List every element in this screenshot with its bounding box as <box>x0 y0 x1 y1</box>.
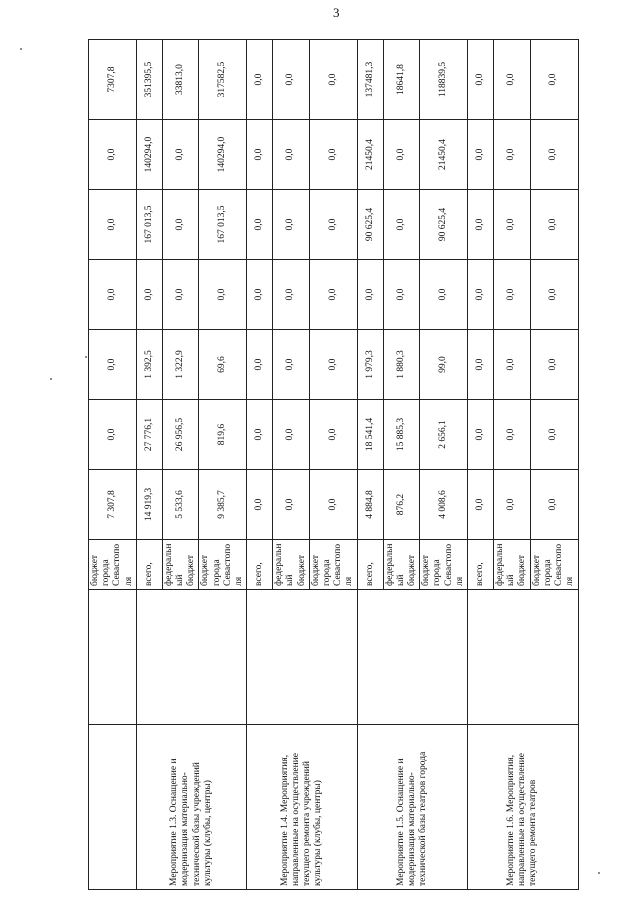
value-cell: 9 385,7 <box>199 470 247 540</box>
value-cell: 137481,3 <box>357 40 383 120</box>
value-cell: 5 533,6 <box>162 470 199 540</box>
blank-cell <box>357 590 467 725</box>
value-cell: 0,0 <box>247 330 273 400</box>
funding-source-cell: всего, <box>468 540 494 590</box>
value-cell: 15 885,3 <box>383 400 420 470</box>
blank-cell <box>247 590 357 725</box>
value-cell: 0,0 <box>309 120 357 190</box>
value-cell: 69,6 <box>199 330 247 400</box>
value-cell: 0,0 <box>162 120 199 190</box>
blank-cell <box>468 590 578 725</box>
value-cell: 21450,4 <box>357 120 383 190</box>
table-row <box>247 40 273 890</box>
funding-source-cell: бюджет города Севастополя <box>89 540 137 590</box>
value-cell: 0,0 <box>273 190 310 260</box>
value-cell: 0,0 <box>494 190 531 260</box>
value-cell: 27 776,1 <box>136 400 162 470</box>
funding-source-cell: бюджет города Севастополя <box>420 540 468 590</box>
value-cell: 819,6 <box>199 400 247 470</box>
scan-speck <box>20 48 22 50</box>
funding-source-cell: бюджет города Севастополя <box>199 540 247 590</box>
value-cell: 0,0 <box>273 120 310 190</box>
value-cell: 0,0 <box>309 260 357 330</box>
value-cell: 0,0 <box>530 190 578 260</box>
value-cell: 0,0 <box>530 330 578 400</box>
value-cell: 118839,5 <box>420 40 468 120</box>
measure-cell: Мероприятие 1.4. Мероприятия, направленные на осуществление текущего ремонта учреждений культуры (клубы, центры) <box>247 725 357 890</box>
value-cell: 2 656,1 <box>420 400 468 470</box>
value-cell: 140294,0 <box>199 120 247 190</box>
value-cell: 4 008,6 <box>420 470 468 540</box>
value-cell: 0,0 <box>247 470 273 540</box>
value-cell: 0,0 <box>357 260 383 330</box>
value-cell: 0,0 <box>309 190 357 260</box>
value-cell: 0,0 <box>247 190 273 260</box>
value-cell: 317582,5 <box>199 40 247 120</box>
measure-cell: Мероприятие 1.6. Мероприятия, направленные на осуществление текущего ремонта театров <box>468 725 578 890</box>
value-cell: 1 880,3 <box>383 330 420 400</box>
value-cell: 0,0 <box>468 400 494 470</box>
value-cell: 1 392,5 <box>136 330 162 400</box>
table-body <box>89 40 579 890</box>
funding-source-cell: федеральный бюджет <box>273 540 310 590</box>
funding-source-cell: всего, <box>247 540 273 590</box>
value-cell: 351395,5 <box>136 40 162 120</box>
value-cell: 0,0 <box>199 260 247 330</box>
value-cell: 0,0 <box>162 260 199 330</box>
funding-source-cell: федеральный бюджет <box>383 540 420 590</box>
value-cell: 0,0 <box>383 120 420 190</box>
value-cell: 0,0 <box>273 40 310 120</box>
measure-cell <box>89 725 137 890</box>
table-row <box>357 40 383 890</box>
funding-source-cell: федеральный бюджет <box>162 540 199 590</box>
value-cell: 0,0 <box>273 470 310 540</box>
funding-source-cell: всего, <box>357 540 383 590</box>
value-cell: 0,0 <box>309 400 357 470</box>
value-cell: 0,0 <box>468 260 494 330</box>
table-row <box>468 40 494 890</box>
value-cell: 21450,4 <box>420 120 468 190</box>
budget-table <box>88 39 579 890</box>
value-cell: 90 625,4 <box>420 190 468 260</box>
value-cell: 167 013,5 <box>136 190 162 260</box>
value-cell: 0,0 <box>247 120 273 190</box>
value-cell: 0,0 <box>530 40 578 120</box>
value-cell: 167 013,5 <box>199 190 247 260</box>
value-cell: 0,0 <box>309 470 357 540</box>
value-cell: 0,0 <box>494 330 531 400</box>
value-cell: 0,0 <box>89 330 137 400</box>
value-cell: 0,0 <box>247 260 273 330</box>
value-cell: 0,0 <box>468 40 494 120</box>
value-cell: 0,0 <box>530 260 578 330</box>
value-cell: 0,0 <box>530 470 578 540</box>
measure-cell: Мероприятие 1.3. Оснащение и модернизация материально-технической базы учреждений культуры (клубы, центры) <box>136 725 246 890</box>
value-cell: 0,0 <box>273 400 310 470</box>
value-cell: 0,0 <box>530 400 578 470</box>
value-cell: 0,0 <box>89 400 137 470</box>
value-cell: 0,0 <box>247 40 273 120</box>
page-number: 3 <box>333 5 340 20</box>
table-row <box>89 40 137 890</box>
funding-source-cell: федеральный бюджет <box>494 540 531 590</box>
value-cell: 0,0 <box>494 400 531 470</box>
blank-cell <box>136 590 246 725</box>
funding-source-cell: всего, <box>136 540 162 590</box>
value-cell: 140294,0 <box>136 120 162 190</box>
value-cell: 0,0 <box>530 120 578 190</box>
value-cell: 18 541,4 <box>357 400 383 470</box>
value-cell: 0,0 <box>162 190 199 260</box>
value-cell: 0,0 <box>494 260 531 330</box>
value-cell: 0,0 <box>309 330 357 400</box>
value-cell: 99,0 <box>420 330 468 400</box>
value-cell: 876,2 <box>383 470 420 540</box>
scan-speck <box>598 872 600 874</box>
value-cell: 0,0 <box>273 330 310 400</box>
value-cell: 0,0 <box>383 260 420 330</box>
scan-speck <box>50 378 52 380</box>
value-cell: 0,0 <box>494 470 531 540</box>
funding-source-cell: бюджет города Севастополя <box>530 540 578 590</box>
value-cell: 0,0 <box>468 330 494 400</box>
value-cell: 1 979,3 <box>357 330 383 400</box>
value-cell: 0,0 <box>383 190 420 260</box>
value-cell: 7 307,8 <box>89 470 137 540</box>
table-row <box>136 40 162 890</box>
value-cell: 0,0 <box>89 190 137 260</box>
blank-cell <box>89 590 137 725</box>
value-cell: 4 884,8 <box>357 470 383 540</box>
measure-cell: Мероприятие 1.5. Оснащение и модернизация материально-технической базы театров города <box>357 725 467 890</box>
value-cell: 90 625,4 <box>357 190 383 260</box>
value-cell: 0,0 <box>89 260 137 330</box>
value-cell: 0,0 <box>136 260 162 330</box>
scan-speck <box>85 356 87 358</box>
value-cell: 0,0 <box>494 40 531 120</box>
value-cell: 26 956,5 <box>162 400 199 470</box>
value-cell: 14 919,3 <box>136 470 162 540</box>
value-cell: 0,0 <box>468 470 494 540</box>
value-cell: 0,0 <box>89 120 137 190</box>
value-cell: 7307,8 <box>89 40 137 120</box>
funding-source-cell: бюджет города Севастополя <box>309 540 357 590</box>
rotated-table-container <box>88 40 576 890</box>
value-cell: 0,0 <box>273 260 310 330</box>
value-cell: 0,0 <box>309 40 357 120</box>
value-cell: 0,0 <box>247 400 273 470</box>
value-cell: 33813,0 <box>162 40 199 120</box>
value-cell: 0,0 <box>420 260 468 330</box>
value-cell: 0,0 <box>468 120 494 190</box>
value-cell: 1 322,9 <box>162 330 199 400</box>
value-cell: 18641,8 <box>383 40 420 120</box>
value-cell: 0,0 <box>468 190 494 260</box>
value-cell: 0,0 <box>494 120 531 190</box>
